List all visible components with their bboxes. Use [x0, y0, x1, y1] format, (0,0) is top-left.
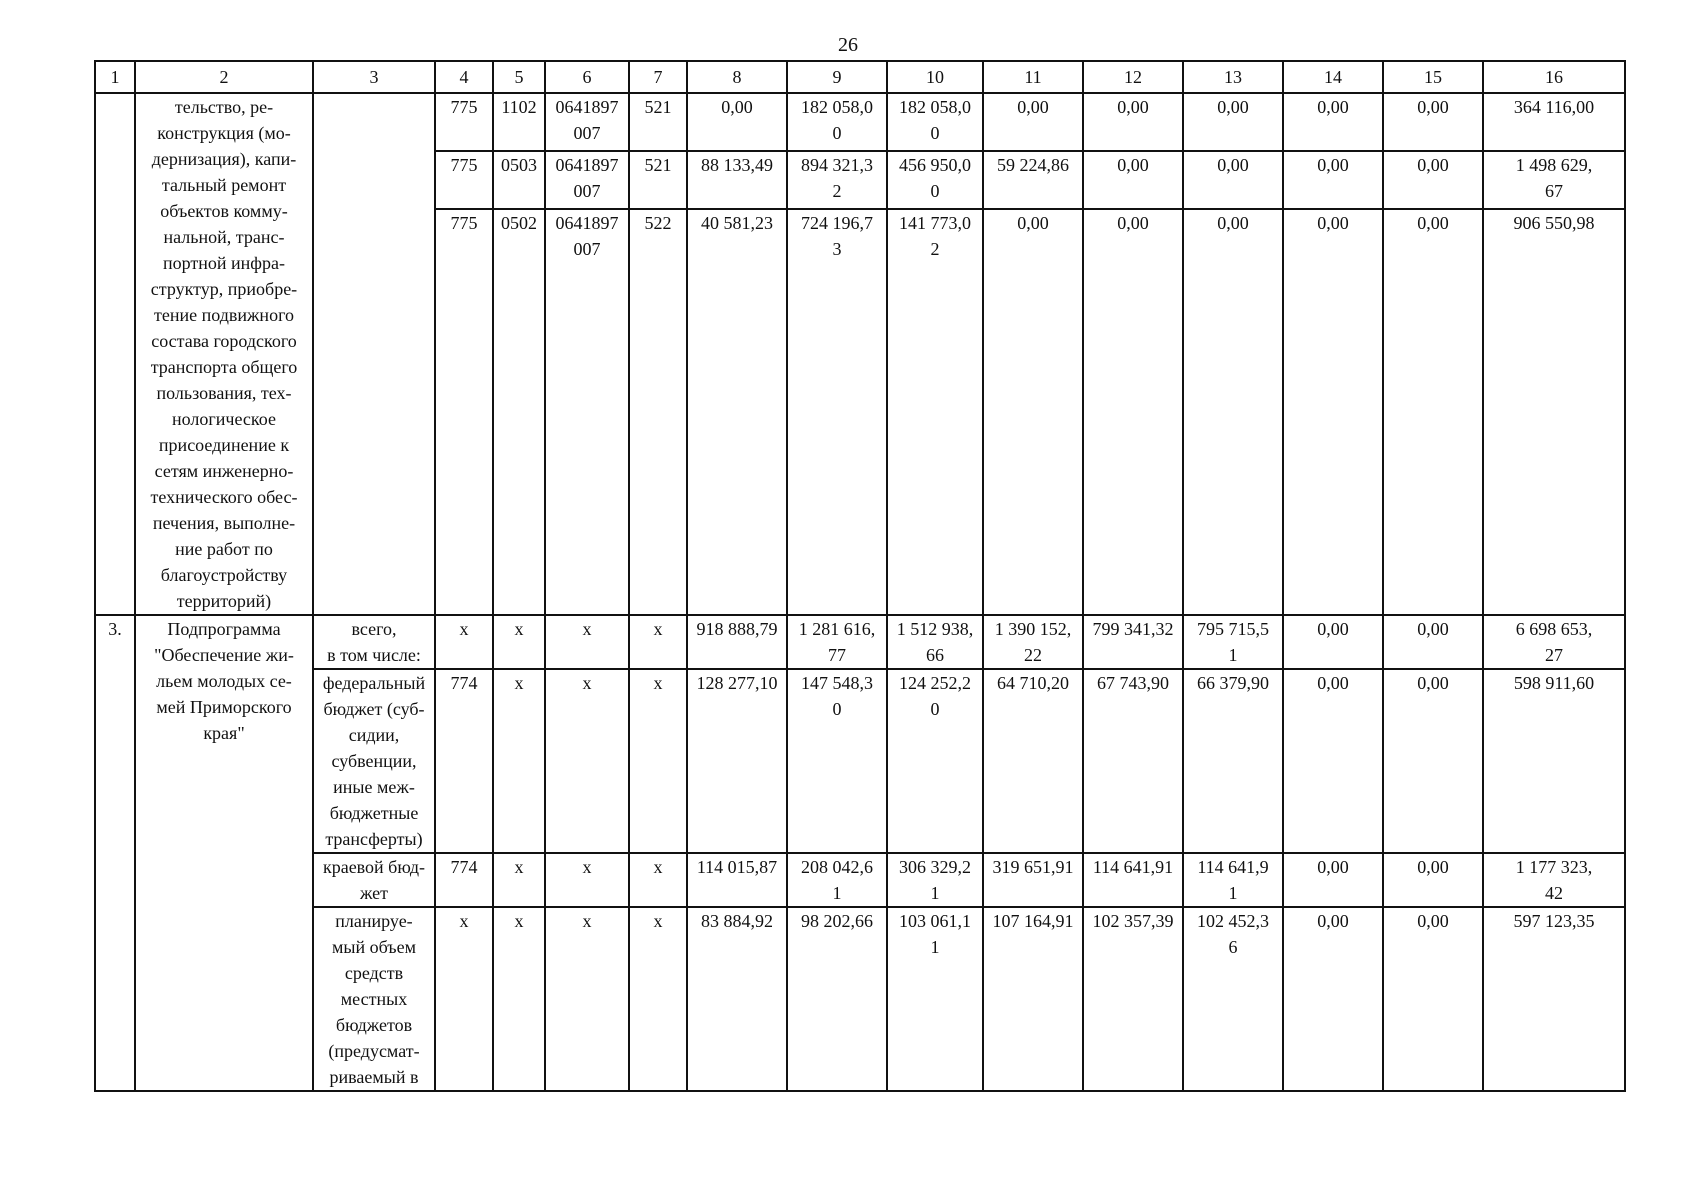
- column-header: 9: [787, 61, 887, 93]
- value-cell-c11: 0,00: [983, 209, 1083, 616]
- funding-source-cell: краевой бюд- жет: [313, 853, 435, 907]
- value-cell-c14: 0,00: [1283, 209, 1383, 616]
- page-number: 26: [838, 34, 858, 56]
- column-header: 16: [1483, 61, 1625, 93]
- value-cell-c10: 182 058,0 0: [887, 93, 983, 151]
- subprogram-number-cell: 3.: [95, 615, 135, 1091]
- value-cell-c15: 0,00: [1383, 669, 1483, 853]
- value-cell-c4: x: [435, 907, 493, 1091]
- value-cell-c9: 98 202,66: [787, 907, 887, 1091]
- value-cell-c8: 88 133,49: [687, 151, 787, 209]
- value-cell-c15: 0,00: [1383, 209, 1483, 616]
- value-cell-c4: 774: [435, 853, 493, 907]
- value-cell-c6: x: [545, 907, 629, 1091]
- value-cell-c5: x: [493, 907, 545, 1091]
- table-row: [95, 907, 1625, 1091]
- table-row: [95, 93, 1625, 151]
- value-cell-c14: 0,00: [1283, 907, 1383, 1091]
- value-cell-c11: 107 164,91: [983, 907, 1083, 1091]
- value-cell-c9: 182 058,0 0: [787, 93, 887, 151]
- value-cell-c16: 1 177 323, 42: [1483, 853, 1625, 907]
- table-body: [95, 93, 1625, 1091]
- value-cell-c13: 114 641,9 1: [1183, 853, 1283, 907]
- value-cell-c9: 724 196,7 3: [787, 209, 887, 616]
- value-cell-c6: x: [545, 853, 629, 907]
- column-number-row: [95, 61, 1625, 93]
- column-header: 3: [313, 61, 435, 93]
- value-cell-c8: 114 015,87: [687, 853, 787, 907]
- value-cell-c10: 141 773,0 2: [887, 209, 983, 616]
- column-header: 4: [435, 61, 493, 93]
- column-header: 13: [1183, 61, 1283, 93]
- value-cell-c15: 0,00: [1383, 93, 1483, 151]
- value-cell-c5: x: [493, 853, 545, 907]
- funding-source-cell: всего, в том числе:: [313, 615, 435, 669]
- value-cell-c4: 775: [435, 151, 493, 209]
- column-header: 1: [95, 61, 135, 93]
- value-cell-c8: 918 888,79: [687, 615, 787, 669]
- value-cell-c6: 0641897 007: [545, 209, 629, 616]
- value-cell-c9: 1 281 616, 77: [787, 615, 887, 669]
- column-header: 6: [545, 61, 629, 93]
- funding-source-cell: федеральный бюджет (суб- сидии, субвенции, иные меж- бюджетные трансферты): [313, 669, 435, 853]
- source-cell: [313, 93, 435, 615]
- column-header: 10: [887, 61, 983, 93]
- value-cell-c9: 208 042,6 1: [787, 853, 887, 907]
- value-cell-c14: 0,00: [1283, 669, 1383, 853]
- table-row: [95, 615, 1625, 669]
- value-cell-c8: 0,00: [687, 93, 787, 151]
- value-cell-c12: 67 743,90: [1083, 669, 1183, 853]
- value-cell-c11: 64 710,20: [983, 669, 1083, 853]
- value-cell-c10: 456 950,0 0: [887, 151, 983, 209]
- value-cell-c14: 0,00: [1283, 853, 1383, 907]
- number-cell: [95, 93, 135, 615]
- funding-source-cell: планируе- мый объем средств местных бюджетов (предусмат- риваемый в: [313, 907, 435, 1091]
- column-header: 2: [135, 61, 313, 93]
- value-cell-c12: 114 641,91: [1083, 853, 1183, 907]
- value-cell-c5: 0503: [493, 151, 545, 209]
- value-cell-c15: 0,00: [1383, 907, 1483, 1091]
- value-cell-c8: 83 884,92: [687, 907, 787, 1091]
- value-cell-c11: 1 390 152, 22: [983, 615, 1083, 669]
- value-cell-c8: 128 277,10: [687, 669, 787, 853]
- value-cell-c7: x: [629, 853, 687, 907]
- column-header: 12: [1083, 61, 1183, 93]
- value-cell-c16: 364 116,00: [1483, 93, 1625, 151]
- column-header: 7: [629, 61, 687, 93]
- subprogram-name-cell: Подпрограмма "Обеспечение жи- льем молодых се- мей Приморского края": [135, 615, 313, 1091]
- value-cell-c9: 147 548,3 0: [787, 669, 887, 853]
- value-cell-c6: x: [545, 615, 629, 669]
- column-header: 15: [1383, 61, 1483, 93]
- value-cell-c15: 0,00: [1383, 151, 1483, 209]
- value-cell-c10: 1 512 938, 66: [887, 615, 983, 669]
- value-cell-c10: 124 252,2 0: [887, 669, 983, 853]
- value-cell-c13: 0,00: [1183, 151, 1283, 209]
- column-header: 11: [983, 61, 1083, 93]
- value-cell-c13: 0,00: [1183, 209, 1283, 616]
- value-cell-c7: 521: [629, 151, 687, 209]
- value-cell-c11: 0,00: [983, 93, 1083, 151]
- value-cell-c16: 598 911,60: [1483, 669, 1625, 853]
- value-cell-c11: 319 651,91: [983, 853, 1083, 907]
- activity-name-cell: тельство, ре- конструкция (мо- дернизация), капи- тальный ремонт объектов комму- нальной, транс- портной инфра- структур, приобре- тение подвижного состава городского транспорта общего пользования, тех- нологическое присоединение к сетям инженерно- технического обес- печения, выполне- ние работ по благоустройству территорий): [135, 93, 313, 615]
- value-cell-c12: 0,00: [1083, 93, 1183, 151]
- value-cell-c5: x: [493, 669, 545, 853]
- value-cell-c12: 0,00: [1083, 151, 1183, 209]
- column-header: 5: [493, 61, 545, 93]
- table-row: [95, 853, 1625, 907]
- table-row: [95, 669, 1625, 853]
- value-cell-c7: 522: [629, 209, 687, 616]
- column-header: 8: [687, 61, 787, 93]
- value-cell-c7: x: [629, 615, 687, 669]
- value-cell-c16: 906 550,98: [1483, 209, 1625, 616]
- value-cell-c10: 306 329,2 1: [887, 853, 983, 907]
- value-cell-c13: 795 715,5 1: [1183, 615, 1283, 669]
- value-cell-c6: 0641897 007: [545, 93, 629, 151]
- value-cell-c15: 0,00: [1383, 853, 1483, 907]
- value-cell-c5: x: [493, 615, 545, 669]
- value-cell-c13: 102 452,3 6: [1183, 907, 1283, 1091]
- value-cell-c11: 59 224,86: [983, 151, 1083, 209]
- value-cell-c8: 40 581,23: [687, 209, 787, 616]
- value-cell-c12: 102 357,39: [1083, 907, 1183, 1091]
- value-cell-c14: 0,00: [1283, 151, 1383, 209]
- value-cell-c12: 799 341,32: [1083, 615, 1183, 669]
- value-cell-c5: 0502: [493, 209, 545, 616]
- value-cell-c10: 103 061,1 1: [887, 907, 983, 1091]
- value-cell-c4: 775: [435, 93, 493, 151]
- value-cell-c16: 1 498 629, 67: [1483, 151, 1625, 209]
- value-cell-c9: 894 321,3 2: [787, 151, 887, 209]
- value-cell-c5: 1102: [493, 93, 545, 151]
- value-cell-c6: x: [545, 669, 629, 853]
- value-cell-c7: 521: [629, 93, 687, 151]
- budget-table: [94, 60, 1626, 1092]
- value-cell-c4: 774: [435, 669, 493, 853]
- value-cell-c14: 0,00: [1283, 93, 1383, 151]
- value-cell-c6: 0641897 007: [545, 151, 629, 209]
- value-cell-c16: 597 123,35: [1483, 907, 1625, 1091]
- value-cell-c14: 0,00: [1283, 615, 1383, 669]
- value-cell-c4: x: [435, 615, 493, 669]
- value-cell-c7: x: [629, 669, 687, 853]
- value-cell-c13: 0,00: [1183, 93, 1283, 151]
- value-cell-c7: x: [629, 907, 687, 1091]
- column-header: 14: [1283, 61, 1383, 93]
- value-cell-c12: 0,00: [1083, 209, 1183, 616]
- value-cell-c15: 0,00: [1383, 615, 1483, 669]
- value-cell-c16: 6 698 653, 27: [1483, 615, 1625, 669]
- value-cell-c4: 775: [435, 209, 493, 616]
- value-cell-c13: 66 379,90: [1183, 669, 1283, 853]
